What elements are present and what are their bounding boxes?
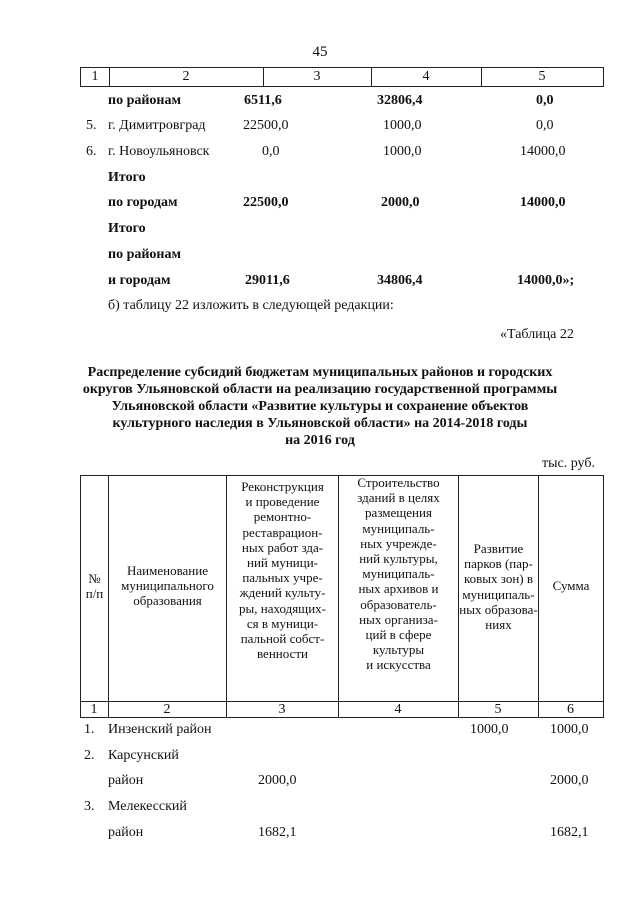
column-number: 5 (494, 702, 502, 717)
total-label-line2: по районам (108, 247, 182, 262)
row-name-cont: район (108, 773, 144, 788)
row-c4: 32806,4 (377, 93, 423, 108)
header-col1: № п/п (85, 571, 104, 602)
total-label-line2: по городам (108, 195, 178, 210)
column-number: 4 (394, 702, 402, 717)
title-line: Распределение субсидий бюджетам муниципальных районов и городских (87, 365, 553, 380)
row-c6: 2000,0 (550, 773, 589, 788)
row-name: Инзенский район (108, 722, 212, 737)
title-line: Ульяновской области «Развитие культуры и сохранение объектов (111, 399, 529, 414)
title-line: на 2016 год (285, 433, 355, 448)
row-c4: 1000,0 (383, 118, 422, 133)
grid-line (538, 475, 539, 718)
header-col6: Сумма (552, 578, 590, 593)
title-line: культурного наследия в Ульяновской области» на 2014-2018 годы (112, 416, 528, 431)
row-c6: 1000,0 (550, 722, 589, 737)
column-number: 6 (567, 702, 574, 717)
col-number-4: 4 (422, 69, 430, 84)
row-num: 5. (86, 118, 97, 133)
header-col2: Наименование муниципального образования (121, 563, 214, 609)
top-table-header (80, 67, 604, 87)
col-number-2: 2 (182, 69, 190, 84)
col-number-3: 3 (313, 69, 321, 84)
total-c3: 29011,6 (245, 273, 290, 288)
row-name-cont: район (108, 825, 144, 840)
row-name: Карсунский (108, 748, 179, 763)
row-c5: 0,0 (536, 118, 554, 133)
header-col4: Строительство зданий в целях размещения муниципаль- ных учрежде- ний культуры, муниципаль- ных архивов и образователь- ных организа- ций в сфере культуры и искусства (357, 475, 440, 673)
row-name: г. Новоульяновск (108, 144, 210, 159)
row-c5: 0,0 (536, 93, 554, 108)
instruction-text: б) таблицу 22 изложить в следующей редакции: (108, 298, 394, 313)
page-number: 45 (312, 44, 328, 60)
column-number: 1 (90, 702, 98, 717)
row-name: Мелекесский (108, 799, 187, 814)
title-line: округов Ульяновской области на реализацию государственной программы (82, 382, 558, 397)
row-c3: 22500,0 (243, 118, 289, 133)
total-label-line3: и городам (108, 273, 171, 288)
row-name: по районам (108, 93, 182, 108)
total-label-line1: Итого (108, 170, 146, 185)
row-c4: 1000,0 (383, 144, 422, 159)
row-c3: 1682,1 (258, 825, 297, 840)
table-label: «Таблица 22 (500, 327, 574, 342)
header-col5: Развитие парков (пар- ковых зон) в муниципаль- ных образова- ниях (459, 541, 538, 633)
column-number: 3 (278, 702, 286, 717)
col-number-5: 5 (538, 69, 546, 84)
row-num: 6. (86, 144, 97, 159)
total-c4: 34806,4 (377, 273, 423, 288)
row-c3: 6511,6 (244, 93, 282, 108)
row-num: 2. (84, 748, 95, 763)
column-number: 2 (163, 702, 171, 717)
total-c5: 14000,0 (520, 195, 566, 210)
grid-line (603, 475, 604, 718)
row-num: 1. (84, 722, 95, 737)
row-num: 3. (84, 799, 95, 814)
total-c3: 22500,0 (243, 195, 289, 210)
col-number-1: 1 (91, 69, 99, 84)
main-table (80, 475, 604, 718)
total-c5: 14000,0»; (517, 273, 575, 288)
total-label-line1: Итого (108, 221, 146, 236)
row-name: г. Димитровград (108, 118, 206, 133)
row-c3: 2000,0 (258, 773, 297, 788)
row-c5: 1000,0 (470, 722, 509, 737)
total-c4: 2000,0 (381, 195, 420, 210)
row-c3: 0,0 (262, 144, 280, 159)
row-c5: 14000,0 (520, 144, 566, 159)
row-c6: 1682,1 (550, 825, 589, 840)
units-label: тыс. руб. (542, 456, 595, 471)
header-col3: Реконструкция и проведение ремонтно- реставрацион- ных работ зда- ний муници- пальных учре- ждений культу- ры, находящих- ся в муници- пальной собст- венности (239, 479, 326, 662)
